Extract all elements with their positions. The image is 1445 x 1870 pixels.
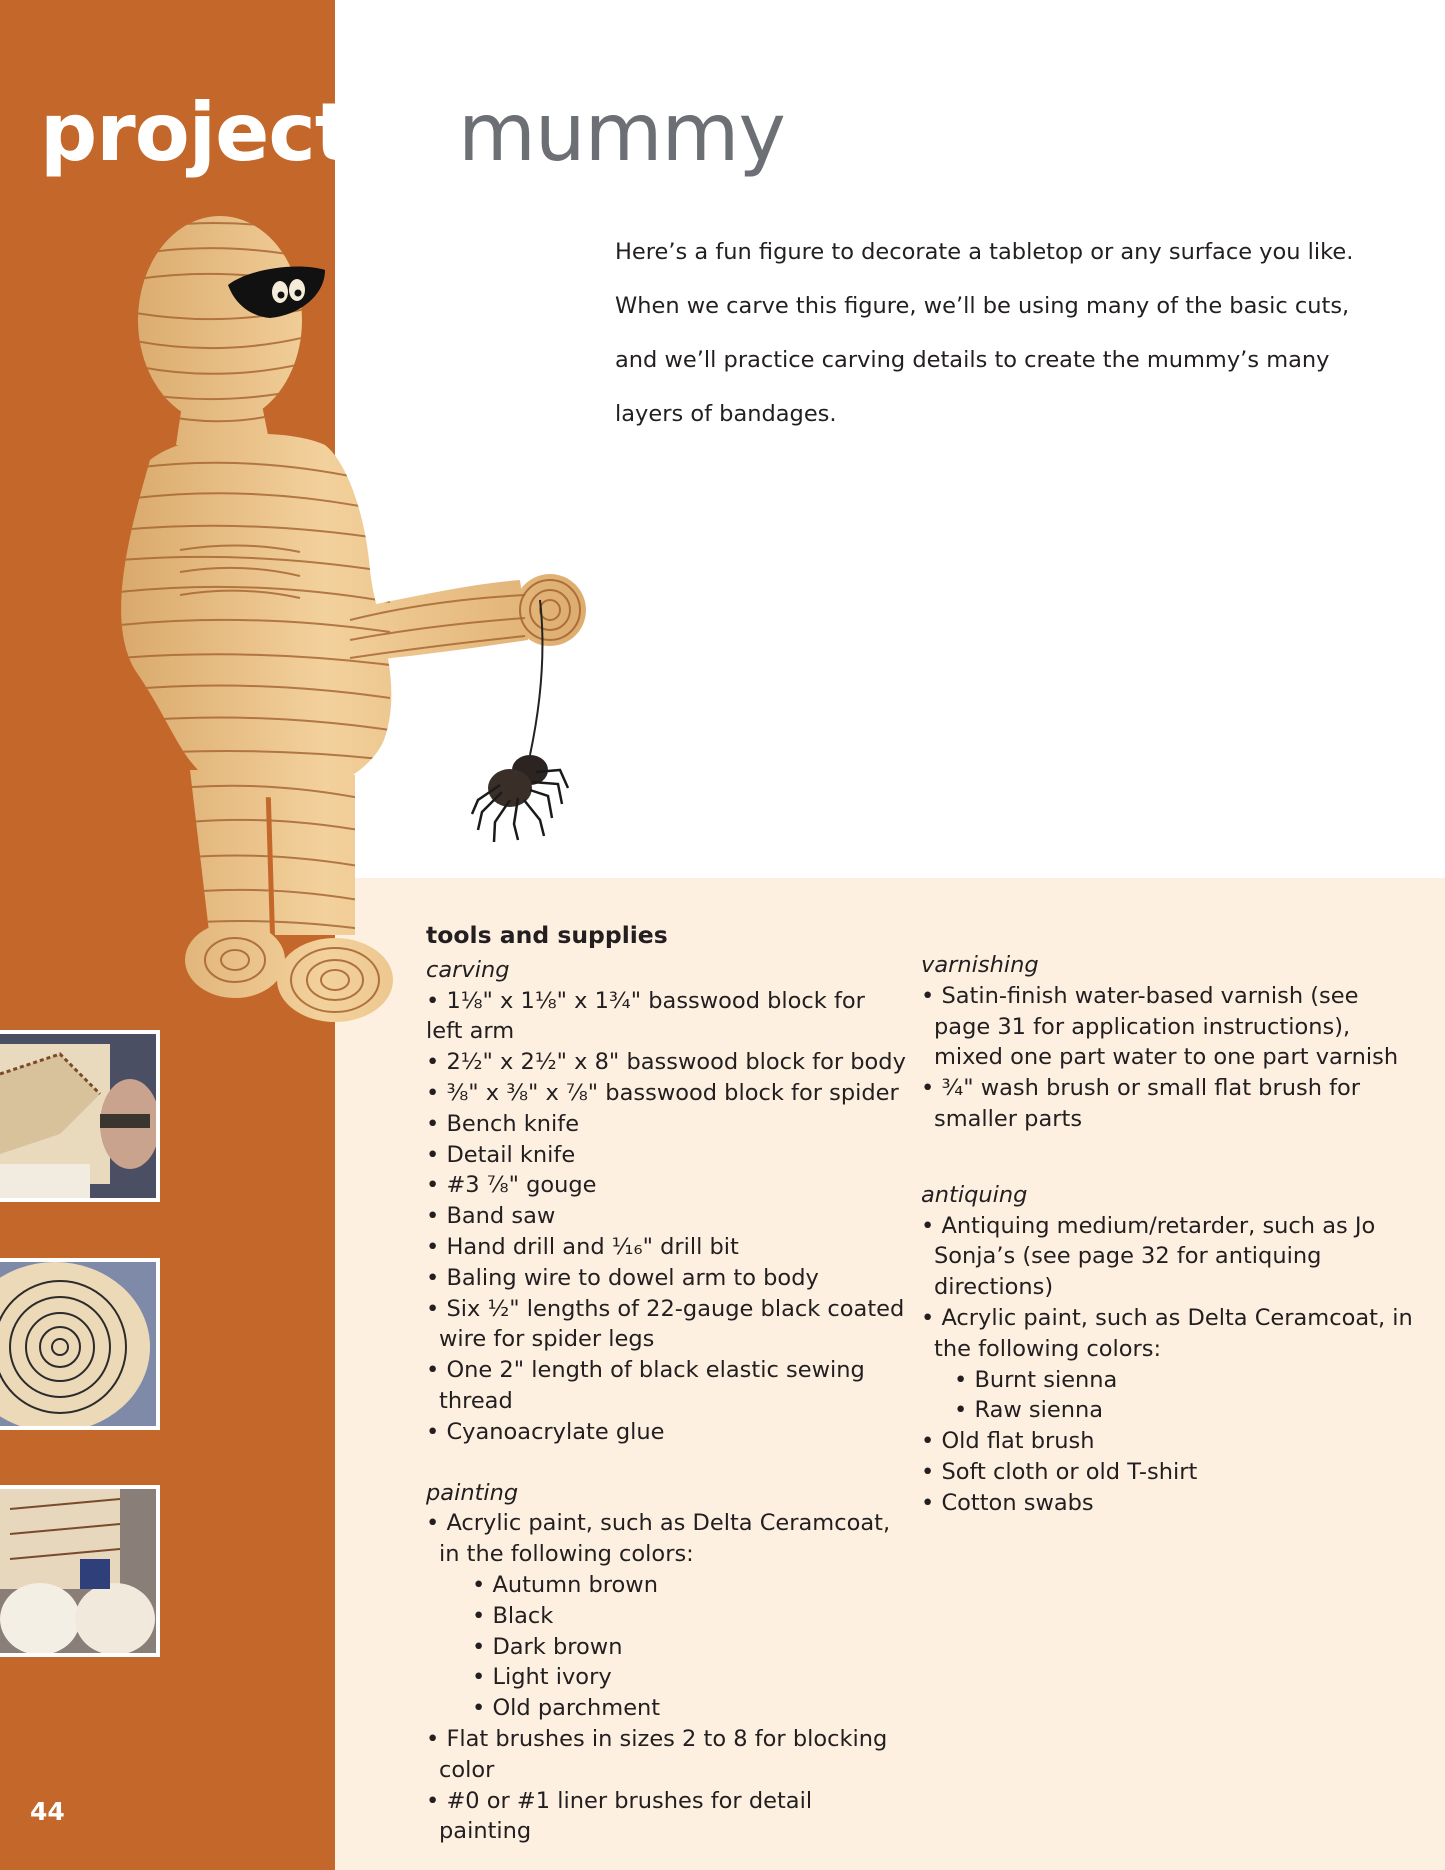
list-item: • ¾" wash brush or small flat brush for smaller parts: [921, 1073, 1421, 1135]
list-item: • 1⅛" x 1⅛" x 1¾" basswood block for left arm: [426, 986, 906, 1048]
list-item: [921, 1303, 1421, 1426]
list-item: • Six ½" lengths of 22-gauge black coated wire for spider legs: [426, 1294, 906, 1356]
list-item: [426, 1508, 906, 1724]
color-item: • Black: [472, 1601, 906, 1632]
list-item: • Soft cloth or old T-shirt: [921, 1457, 1421, 1488]
paint-item-text: Acrylic paint, such as Delta Ceramcoat, in the following colors:: [934, 1304, 1413, 1362]
painting-list: [426, 1508, 906, 1847]
title-project-number: project 2: [40, 86, 434, 179]
spider-icon: [472, 755, 568, 842]
list-item: • Cyanoacrylate glue: [426, 1417, 906, 1448]
varnishing-list: [921, 981, 1421, 1135]
list-item: • ⅜" x ⅜" x ⅞" basswood block for spider: [426, 1078, 906, 1109]
color-item: • Raw sienna: [954, 1395, 1421, 1426]
list-item: • Satin-finish water-based varnish (see page 31 for application instructions), mixed one part water to one part varnish: [921, 981, 1421, 1073]
list-item: • Band saw: [426, 1201, 906, 1232]
step-photo-1: [0, 1030, 160, 1202]
list-item: • #0 or #1 liner brushes for detail painting: [426, 1786, 906, 1848]
color-item: • Autumn brown: [472, 1570, 906, 1601]
paint-item-text: Acrylic paint, such as Delta Ceramcoat, in the following colors:: [439, 1510, 891, 1568]
mummy-figure-illustration: [100, 200, 600, 1045]
list-item: • #3 ⅞" gouge: [426, 1170, 906, 1201]
list-item: • Antiquing medium/retarder, such as Jo Sonja’s (see page 32 for antiquing directions): [921, 1211, 1421, 1303]
list-item: • One 2" length of black elastic sewing thread: [426, 1355, 906, 1417]
list-item: • Flat brushes in sizes 2 to 8 for blocking color: [426, 1724, 906, 1786]
step-photo-3: [0, 1485, 160, 1657]
painting-colors-list: [439, 1570, 906, 1724]
title-project-name: mummy: [457, 86, 785, 179]
antiquing-colors-list: [934, 1365, 1421, 1427]
carving-heading: carving: [426, 956, 510, 983]
supplies-column-right: [921, 950, 1421, 1519]
color-item: • Dark brown: [472, 1632, 906, 1663]
page-title: [40, 78, 785, 188]
list-item: • Detail knife: [426, 1140, 906, 1171]
color-item: • Old parchment: [472, 1693, 906, 1724]
color-item: • Burnt sienna: [954, 1365, 1421, 1396]
list-item: • Old flat brush: [921, 1426, 1421, 1457]
page-number: 44: [30, 1797, 65, 1826]
list-item: • Baling wire to dowel arm to body: [426, 1263, 906, 1294]
varnishing-heading: varnishing: [921, 952, 1039, 978]
step-photo-2: [0, 1258, 160, 1430]
supplies-column-left: [426, 920, 906, 1847]
list-item: • Hand drill and ¹⁄₁₆" drill bit: [426, 1232, 906, 1263]
intro-paragraph: Here’s a fun figure to decorate a tabletop or any surface you like. When we carve this figure, we’ll be using many of the basic cuts, and we’ll practice carving details to create the mummy’s many layers of bandages.: [615, 239, 1354, 427]
list-item: • Cotton swabs: [921, 1488, 1421, 1519]
color-item: • Light ivory: [472, 1662, 906, 1693]
list-item: • 2½" x 2½" x 8" basswood block for body: [426, 1047, 906, 1078]
list-item: • Bench knife: [426, 1109, 906, 1140]
painting-heading: painting: [426, 1479, 519, 1506]
carving-list: [426, 986, 906, 1448]
antiquing-heading: antiquing: [921, 1181, 1028, 1208]
antiquing-list: [921, 1211, 1421, 1519]
supplies-heading: tools and supplies: [426, 921, 668, 949]
